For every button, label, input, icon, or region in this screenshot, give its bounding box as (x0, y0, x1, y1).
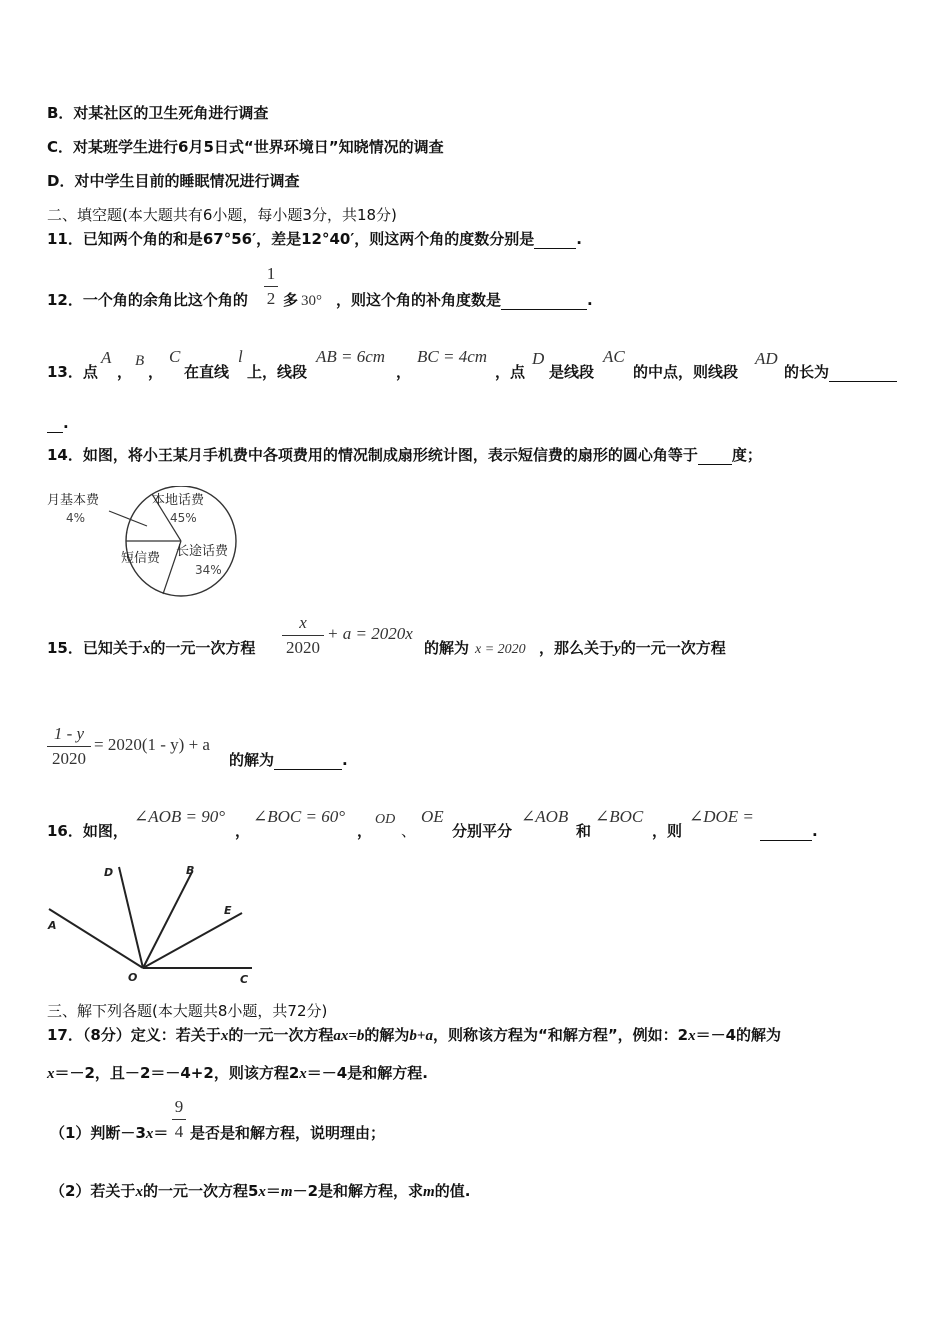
q16-boc: ∠BOC = 60° (253, 807, 346, 826)
q17-var-x2: x (688, 1028, 696, 1044)
q15-sol-lead: 的解为 (424, 639, 470, 657)
fraction-bar (172, 1119, 186, 1120)
q16-oe: OE (421, 807, 444, 826)
q16-then: ，则 (652, 822, 683, 840)
q12-mid: 多 (283, 291, 299, 309)
q16-aob: ∠AOB = 90° (134, 807, 226, 826)
q17-l2-x: x (47, 1066, 55, 1082)
q11-end: . (576, 230, 582, 248)
q17-denominator: 4 (174, 1122, 184, 1141)
ray-oa (49, 909, 143, 968)
q12-denominator: 2 (266, 289, 276, 308)
q13-up: 上，线段 (247, 363, 308, 381)
q17-part1-lead (50, 1123, 168, 1144)
pie-percent-basic: 4% (66, 511, 86, 525)
answer-blank (698, 448, 732, 465)
q17-l1a: 17．（8分）定义：若关于 (47, 1026, 221, 1044)
q17-p1b: ＝ (153, 1124, 169, 1142)
answer-blank (47, 416, 63, 433)
q12-tail: ，则这个角的补角度数是 (336, 291, 502, 309)
q17-p1c: 是否是和解方程，说明理由； (190, 1124, 386, 1142)
q13-lead: 13．点 (47, 363, 98, 381)
q17-l2-x2: x (299, 1066, 307, 1082)
q13-ac: AC (603, 347, 625, 366)
q17-ba: b+a (409, 1028, 433, 1044)
q13-length (784, 362, 897, 382)
q16-bisect: 分别平分 (452, 822, 513, 840)
q12-lead: 12．一个角的余角比这个角的 (47, 291, 248, 309)
q15-denominator: 2020 (286, 638, 320, 657)
q16-doe: ∠DOE = (689, 807, 754, 826)
q12-fraction (264, 264, 278, 309)
q15-ask-text: 的解为 (229, 751, 275, 769)
fraction-bar (282, 635, 324, 636)
pie-label-basic: 月基本费 (47, 493, 100, 508)
q13-continuation (47, 413, 69, 433)
q15-then-text: ，那么关于 (539, 639, 615, 657)
q17-p2-x2: x (258, 1184, 266, 1200)
answer-blank (501, 293, 587, 310)
q16-comma: ， (357, 822, 373, 840)
q13-comma: ， (396, 363, 412, 381)
pie-percent-long-distance: 34% (195, 563, 222, 577)
q17-l1c: 的解为 (364, 1026, 410, 1044)
label-b: B (186, 864, 195, 877)
q13-point-a: A (101, 348, 112, 367)
q15-lead2: 的一元一次方程 (150, 639, 256, 657)
pie-percent-local: 45% (170, 511, 197, 525)
question-11 (47, 229, 582, 249)
q12-numerator: 1 (266, 264, 276, 283)
fraction-bar (264, 286, 278, 287)
q15-rhs2: = 2020(1 - y) + a (94, 735, 210, 754)
q13-point-b: B (135, 353, 145, 369)
label-o: O (128, 971, 138, 984)
q16-lead: 16．如图， (47, 822, 128, 840)
answer-blank (534, 232, 576, 249)
q17-var-x: x (220, 1028, 229, 1044)
q12-end: . (587, 291, 593, 309)
option-d: D．对中学生目前的睡眠情况进行调查 (47, 172, 300, 190)
q17-l2b: ＝－2，且－2＝－4+2，则该方程2 (54, 1064, 300, 1082)
q17-p1-x: x (145, 1126, 154, 1142)
q16-od: OD (375, 812, 396, 827)
pie-label-local: 本地话费 (152, 493, 205, 508)
q17-l2d: ＝－4是和解方程. (306, 1064, 428, 1082)
section3-heading: 三、解下列各题(本大题共8小题，共72分) (47, 1002, 328, 1020)
label-a: A (48, 919, 57, 932)
pie-label-long-distance: 长途话费 (176, 544, 229, 559)
q13-mid: 是线段 (549, 363, 595, 381)
q13-comma: ， (117, 363, 133, 381)
q15-lead (47, 638, 255, 659)
q15-solution: x = 2020 (475, 642, 526, 657)
q13-line-l: l (238, 347, 243, 366)
q17-line1 (47, 1025, 781, 1046)
label-c: C (240, 973, 249, 986)
ray-od (119, 867, 143, 968)
q15-lead-text: 15．已知关于 (47, 639, 143, 657)
q17-numerator: 9 (174, 1097, 184, 1116)
fraction-bar (47, 746, 91, 747)
question-12-tail (336, 290, 593, 310)
q17-p2-x: x (135, 1184, 143, 1200)
label-d: D (104, 866, 114, 879)
pie-leader-line (109, 511, 147, 526)
question-14 (47, 445, 762, 465)
q13-ad: AD (755, 349, 778, 368)
section2-heading: 二、填空题(本大题共有6小题，每小题3分，共18分) (47, 206, 397, 224)
answer-blank (829, 365, 897, 382)
q17-p2e: 的值. (434, 1182, 471, 1200)
q13-end: . (63, 414, 69, 432)
answer-blank (760, 824, 812, 841)
q14-text: 14．如图，将小王某月手机费中各项费用的情况制成扇形统计图，表示短信费的扇形的圆心角等于 (47, 446, 698, 464)
q15-then (539, 638, 726, 659)
q17-p2-m2: m (423, 1184, 435, 1200)
option-c: C．对某班学生进行6月5日式“世界环境日”知晓情况的调查 (47, 138, 444, 156)
q15-end: . (342, 751, 348, 769)
q17-l1e: ＝－4的解为 (695, 1026, 782, 1044)
q17-l1d: ，则称该方程为“和解方程”，例如：2 (432, 1026, 689, 1044)
q17-axb: ax=b (333, 1028, 365, 1044)
q17-p2a: （2）若关于 (50, 1182, 136, 1200)
q13-point-d: D (532, 349, 545, 368)
q15-var-y: y (614, 641, 621, 657)
q17-part2 (50, 1181, 470, 1202)
q15-numerator2: 1 - y (53, 724, 85, 743)
q14-end: 度； (731, 446, 762, 464)
q15-numerator: x (299, 613, 307, 632)
q16-sep: 、 (401, 822, 417, 840)
q13-len: 的长为 (784, 363, 830, 381)
q16-and: 和 (576, 822, 592, 840)
q13-ab: AB = 6cm (316, 347, 386, 366)
q13-bc: BC = 4cm (417, 347, 488, 366)
label-e: E (224, 904, 232, 917)
q16-comma: ， (235, 822, 251, 840)
q13-on-line: 在直线 (184, 363, 230, 381)
q17-p2-m: m (280, 1184, 293, 1200)
q16-answer (760, 821, 818, 841)
option-b: B．对某社区的卫生死角进行调查 (47, 104, 269, 122)
q17-l1b: 的一元一次方程 (228, 1026, 334, 1044)
q15-fraction2 (47, 724, 91, 769)
q13-comma: ， (148, 363, 164, 381)
q16-boc2: ∠BOC (595, 807, 644, 826)
q15-rhs: + a = 2020x (327, 624, 413, 643)
q17-p2c: ＝ (265, 1182, 281, 1200)
q17-p1a: （1）判断－3 (50, 1124, 146, 1142)
pie-label-sms: 短信费 (121, 551, 161, 566)
q17-p2d: －2是和解方程，求 (292, 1182, 424, 1200)
q16-end: . (812, 822, 818, 840)
q15-var-x: x (142, 641, 151, 657)
q17-fraction (172, 1097, 186, 1142)
q13-point-c: C (169, 347, 181, 366)
q15-then2: 的一元一次方程 (620, 639, 726, 657)
pie-chart (44, 486, 244, 604)
q17-p2b: 的一元一次方程5 (142, 1182, 259, 1200)
q16-aob2: ∠AOB (521, 807, 569, 826)
q17-line2 (47, 1063, 428, 1084)
answer-blank (274, 753, 342, 770)
q13-midpoint: 的中点，则线段 (633, 363, 739, 381)
q13-point-text: ，点 (495, 363, 526, 381)
angle-figure (44, 862, 259, 988)
q15-ask (229, 750, 348, 770)
q12-degree: 30° (301, 293, 322, 309)
q15-denominator2: 2020 (52, 749, 86, 768)
q11-text: 11．已知两个角的和是67°56′，差是12°40′，则这两个角的度数分别是 (47, 230, 535, 248)
q15-fraction (282, 613, 324, 658)
